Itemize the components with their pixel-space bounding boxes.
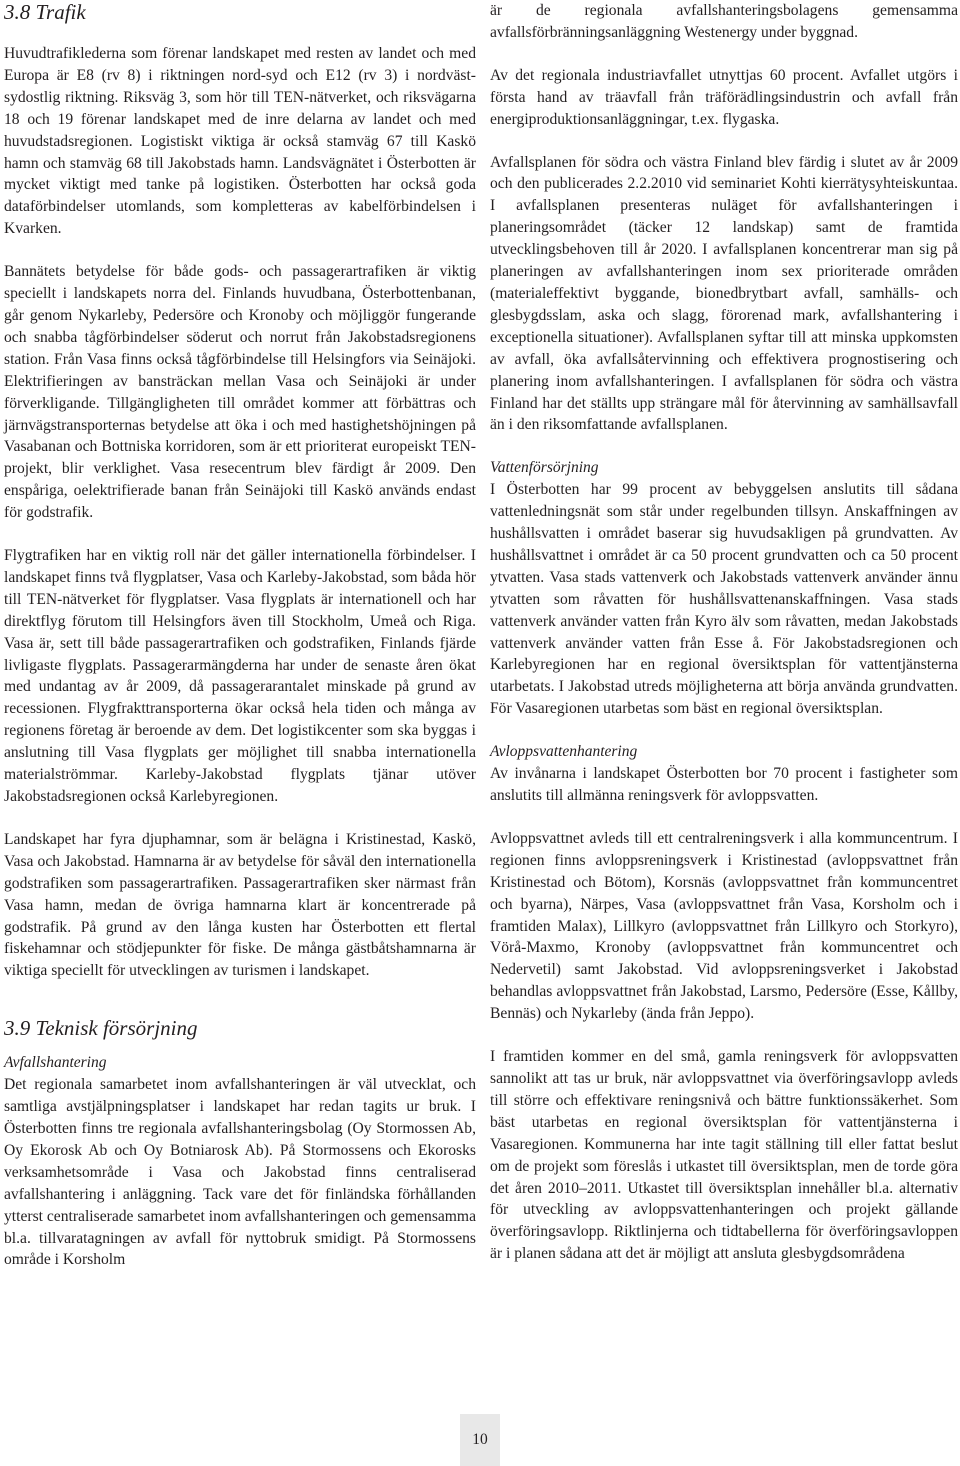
paragraph-trafik-ports: Landskapet har fyra djuphamnar, som är belägna i Kristinestad, Kaskö, Vasa och Jakobstad. Hamnarna är av betydelse för såväl den internationella godstrafiken som passagerartrafiken. Passagerartrafiken sker närmast från Vasa hamn, medan de övriga hamnarna klart är koncentrerade på godstrafik. På grund av den långa kusten har Österbotten ett flertal fiskehamnar och stödjepunkter för fiske. De många gästbåtshamnarna är viktiga speciellt för utvecklingen av turismen i landskapet. <box>4 830 476 980</box>
page-number: 10 <box>460 1414 500 1466</box>
right-column <box>490 0 958 1265</box>
paragraph-avfallsplanen: Avfallsplanen för södra och västra Finland blev färdig i slutet av år 2009 och den publicerades 2.2.2010 vid seminariet Kohti kierrätysyhteiskuntaa. I avfallsplanen presenteras nuläget för avfallshanteringen i planeringsområdet (täcker 12 landskap) samt de framtida utvecklingsbehoven till år 2020. I avfallsplanen koncentrerar man sig på planeringen av avfallshanteringen inom sex prioriterade områden (materialeffektivt byggande, bionedbrytbart avfall, samhälls- och glesbygdsslam, aska och slagg, förorenad mark, avfallshantering i exceptionella situationer). Avfallsplanen syftar till att minska uppkomsten av avfall, öka avfallsåtervinning och effektivera prognostisering och planering inom avfallshanteringen. I avfallsplanen för södra och västra Finland har det ställts upp strängare mål för återvinning av samhällsavfall än i den riksomfattande avfallsplanen. <box>490 153 958 434</box>
paragraph-avfall-regional: Det regionala samarbetet inom avfallshanteringen är väl utvecklat, och samtliga avstjälpningsplatser i landskapet har redan tagits ur bruk. I Österbotten finns tre regionala avfallshanteringsbolag (Oy Stormossen Ab, Oy Ekorosk Ab och Oy Botniarosk Ab). På Stormossens och Ekorosks verksamhetsområde i Vasa och Jakobstad finns centraliserad avfallshantering i anläggning. Tack vare det för finländska förhållanden ytterst centraliserade samarbetet inom avfallshanteringen och gemensamma bl.a. tillvaratagningen av avfall för nyttobruk smidigt. På Stormossens område i Korsholm <box>4 1076 476 1269</box>
paragraph-avlopp-framtiden: I framtiden kommer en del små, gamla reningsverk för avloppsvatten sannolikt att tas ur bruk, när avloppsvattnet via överföringsavlopp avleds till större och effektivare reningsnivå och bättre funktionssäkerhet. Som bäst utarbetas en regional översiktsplan för vattentjänsterna i Vasaregionen. Kommunerna har inte tagit ställning till eller fattat beslut om de projekt som föreslås i utkastet till översiktsplan, men de torde göra det åren 2010–2011. Utkastet till översiktsplan innehåller bl.a. alternativ för utveckling av avloppsvattenhanteringen och projekt gällande överföringsavlopp. Riktlinjerna och tidtabellerna för överföringsavloppen är i planen sådana att det är möjligt att ansluta glesbygdsområdena <box>490 1048 958 1263</box>
subheading-vattenforsorjning: Vattenförsörjning <box>490 459 599 477</box>
left-column <box>4 0 476 1271</box>
paragraph-avlopp-anslutning: Av invånarna i landskapet Österbotten bor 70 procent i fastigheter som anslutits till allmänna reningsverk för avloppsvatten. <box>490 765 958 804</box>
paragraph-vattenforsorjning: I Österbotten har 99 procent av bebyggelsen anslutits till sådana vattenledningsnät som står under regelbunden tillsyn. Anskaffningen av hushållsvatten i området baserar sig huvudsakligen på grundvatten. Av hushållsvattnet i området är ca 50 procent grundvatten och ca 50 procent ytvatten. Vasa stads vattenverk och Jakobstads vattenverk använder ännu ytvatten som råvatten för hushållsvattenanskaffningen. Vasa stads vattenverk använder vatten från Kyro älv som råvatten, medan Jakobstads vattenverk använder vatten från Esse å. För Jakobstadsregionen och Karlebyregionen har en regional översiktsplan för vattentjänsterna utarbetats. I Jakobstad utreds möjligheterna att börja använda grundvatten. För Vasaregionen utarbetas som bäst en regional översiktsplan. <box>490 481 958 718</box>
paragraph-westenergy: är de regionala avfallshanteringsbolagens gemensamma avfallsförbränningsanläggning Westenergy under byggnad. <box>490 2 958 41</box>
section-title-trafik: 3.8 Trafik <box>4 0 86 24</box>
paragraph-avlopp-reningsverk: Avloppsvattnet avleds till ett centralreningsverk i alla kommuncentrum. I regionen finns avloppsreningsverk i Kristinestad (avloppsvattnet från Kristinestad och Bötom), Korsnäs (avloppsvattnet från kommuncentret och byarna), Närpes, Vasa (avloppsvattnet från Vasa, Korsholm och i framtiden Malax), Lillkyro (avloppsvattnet från Lillkyro och Storkyro), Vörå-Maxmo, Kronoby (avloppsvattnet från kommuncentret och Nedervetil) samt Jakobstad. Vid avloppsreningsverket i Jakobstad behandlas avloppsvattnet från Jakobstad, Larsmo, Pedersöre (Esse, Kållby, Bennäs) och Nykarleby (ända från Jeppo). <box>490 829 958 1023</box>
paragraph-trafik-roads: Huvudtrafiklederna som förenar landskapet med resten av landet och med Europa är E8 (rv 8) i riktningen nord-syd och E12 (rv 3) i nordväst-sydostlig riktning. Riksväg 3, som hör till TEN-nätverket, och riksvägarna 18 och 19 förenar landskapet med de inre delarna av landet och med huvudstadsregionen. Logistiskt viktiga är också stamväg 67 till Kaskö hamn och stamväg 68 till Jakobstads hamn. Landsvägnätet i Österbotten är mycket viktigt med tanke på logistiken. Österbotten har också goda dataförbindelser utomlands, som kompletteras av kabelförbindelsen i Kvarken. <box>4 45 476 238</box>
subheading-avfallshantering: Avfallshantering <box>4 1054 107 1072</box>
paragraph-trafik-air: Flygtrafiken har en viktig roll när det gäller internationella förbindelser. I landskapet finns två flygplatser, Vasa och Karleby-Jakobstad, som båda hör till TEN-nätverket för flygplatser. Vasa flygplats är internationell och har direktflyg förutom till Helsingfors även till Stockholm, Umeå och Riga. Vasa är, sett till både passagerartrafiken och godstrafiken, Finlands fjärde livligaste flygplats. Passagerarmängderna har under de senaste åren ökat med undantag av år 2009, då passagerarantalet minskade på grund av recessionen. Flygfrakttransporterna ökar också hela tiden och många av regionens företag är beroende av dem. Det logistikcenter som ska byggas i anslutning till Vasa flygplats ger möjlighet till snabba internationella materialströmmar. Karleby-Jakobstad flygplats tjänar utöver Jakobstadsregionen också Karlebyregionen. <box>4 547 476 805</box>
paragraph-industriavfall: Av det regionala industriavfallet utnyttjas 60 procent. Avfallet utgörs i första hand av träavfall från träförädlingsindustrin och avfall från energiproduktionsanläggningar, t.ex. flygaska. <box>490 66 958 128</box>
section-title-teknisk: 3.9 Teknisk försörjning <box>4 1016 198 1041</box>
paragraph-trafik-rail: Bannätets betydelse för både gods- och passagerartrafiken är viktig speciellt i landskapets norra del. Finlands huvudbana, Österbottenbanan, går genom Nykarleby, Pedersöre och Kronoby och möjliggör fungerande och snabba tågförbindelser söderut och norrut från Jakobstadsregionens station. Från Vasa finns också tågförbindelse till Helsingfors via Seinäjoki. Elektrifieringen av bansträckan mellan Vasa och Seinäjoki är under förverkligande. Tillgängligheten till området kommer att förbättras och järnvägstransporternas betydelse att öka i och med hastighetshöjningen på Vasabanan och Bottniska korridoren, som är ett prioriterat europeiskt TEN-projekt, blir verklighet. Vasa resecentrum blev färdigt år 2009. Den enspåriga, oelektrifierade banan från Seinäjoki till Kaskö används endast för godstrafik. <box>4 263 476 522</box>
subheading-avloppsvattenhantering: Avloppsvattenhantering <box>490 743 638 761</box>
